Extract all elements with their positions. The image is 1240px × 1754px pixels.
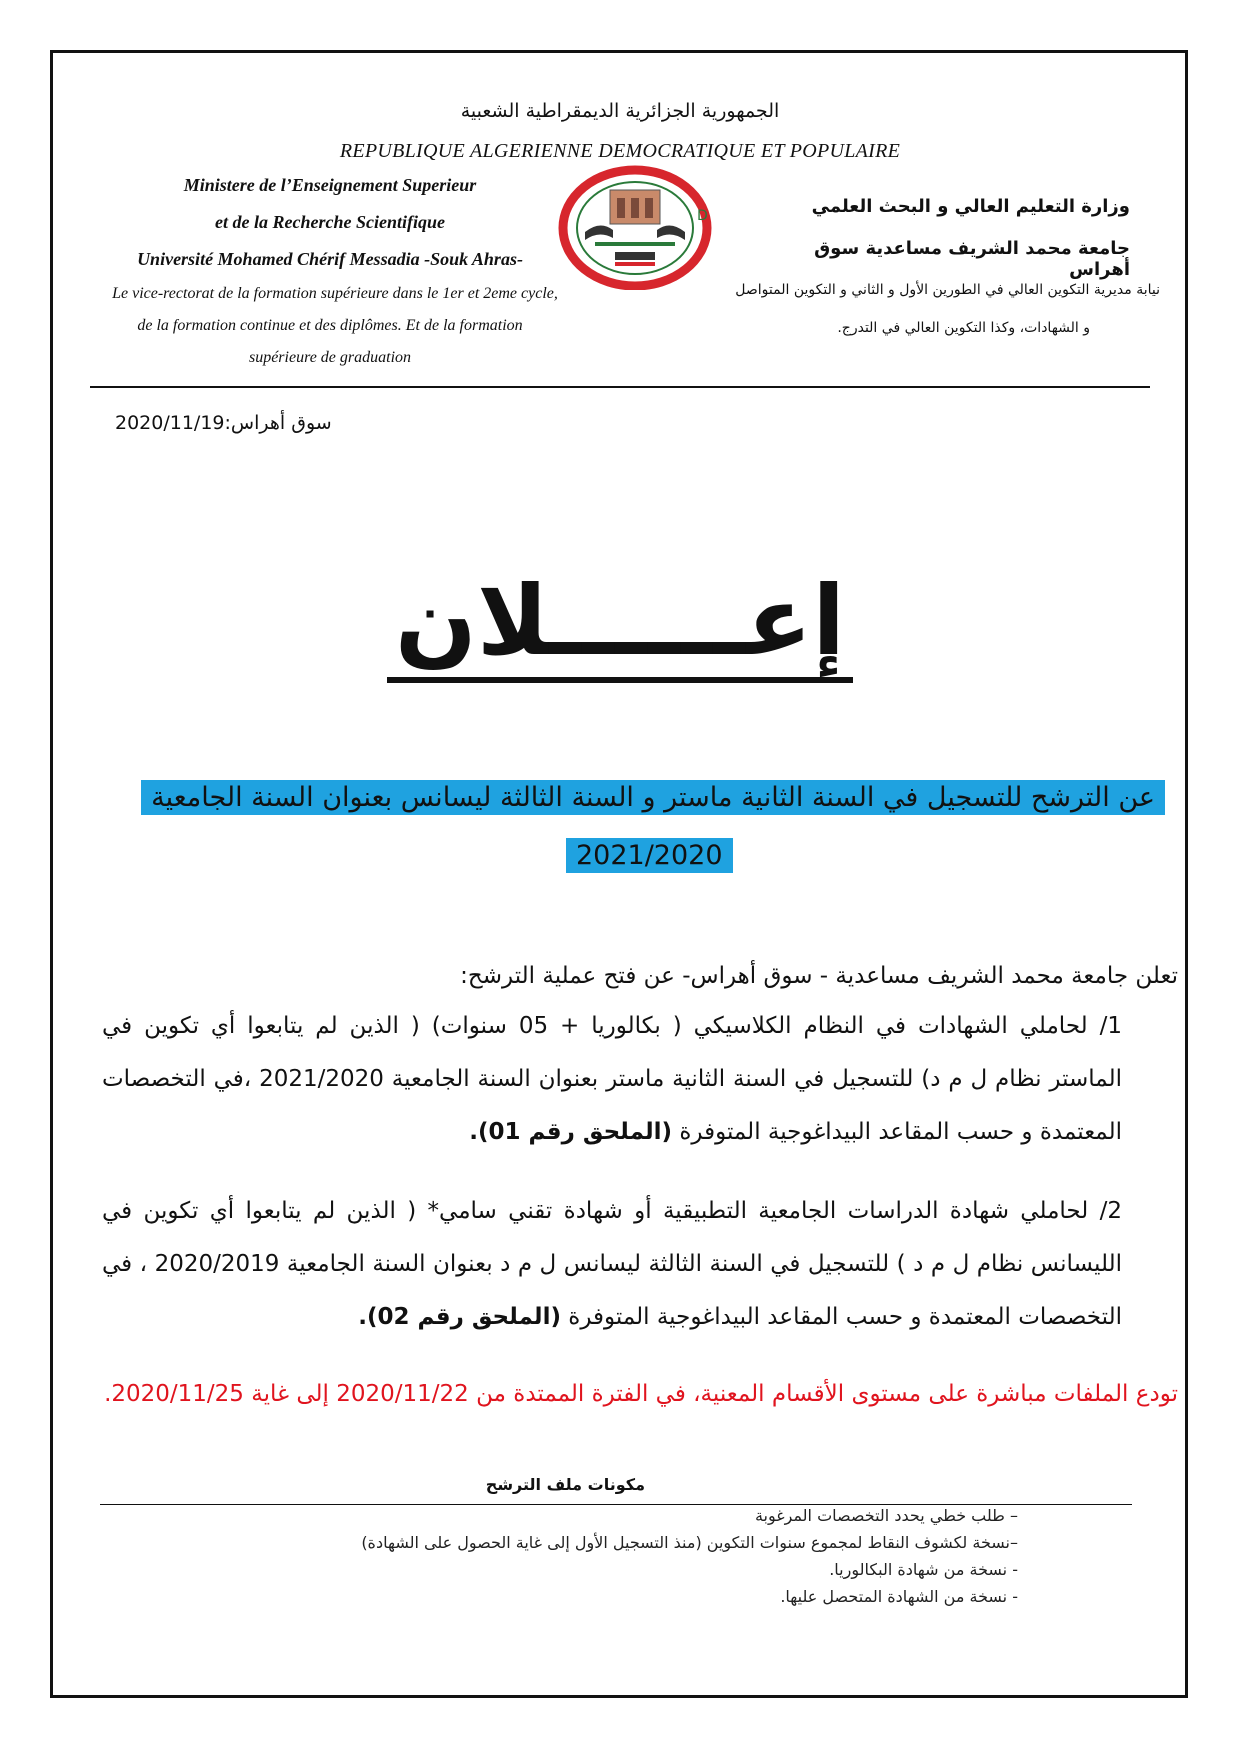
dossier-item: - نسخة من الشهادة المتحصل عليها. xyxy=(780,1587,1018,1606)
vicerectorat-fr-line1: Le vice-rectorat de la formation supérieure dans le 1er et 2eme cycle, xyxy=(112,285,558,302)
vicerectorat-fr-line2: de la formation continue et des diplômes. Et de la formation xyxy=(137,317,523,334)
paragraph-2-annex: (الملحق رقم 02). xyxy=(358,1304,561,1330)
university-ar: جامعة محمد الشريف مساعدية سوق أهراس xyxy=(814,238,1130,280)
paragraph-1-text: 1/ لحاملي الشهادات في النظام الكلاسيكي ( بكالوريا + 05 سنوات) ( الذين لم يتابعوا أي تكوين في الماستر نظام ل م د) للتسجيل في السنة الثانية ماستر بعنوان السنة الجامعية 2021/2020 ،في التخصصات المعتمدة و حسب المقاعد البيداغوجية المتوفرة xyxy=(102,1013,1123,1145)
deposit-notice: تودع الملفات مباشرة على مستوى الأقسام المعنية، في الفترة الممتدة من 2020/11/22 إلى غاية 2020/11/25. xyxy=(104,1381,1178,1407)
dossier-title: مكونات ملف الترشح xyxy=(485,1475,645,1494)
subject-line2: 2021/2020 xyxy=(566,838,733,873)
paragraph-1-annex: (الملحق رقم 01). xyxy=(469,1119,673,1145)
university-fr: Université Mohamed Chérif Messadia -Souk Ahras- xyxy=(137,249,523,269)
dossier-item: –نسخة لكشوف النقاط لمجموع سنوات التكوين (منذ التسجيل الأول إلى غاية الحصول على الشهادة) xyxy=(361,1533,1018,1552)
dossier-item: - نسخة من شهادة البكالوريا. xyxy=(829,1560,1018,1579)
ministry-ar: وزارة التعليم العالي و البحث العلمي xyxy=(811,196,1130,217)
paragraph-2 xyxy=(102,1185,1122,1344)
date-line: سوق أهراس:2020/11/19 xyxy=(115,412,332,434)
republic-title-fr: REPUBLIQUE ALGERIENNE DEMOCRATIQUE ET POPULAIRE xyxy=(339,140,901,162)
announcement-title-text: إعــــــلان xyxy=(387,565,853,683)
paragraph-1 xyxy=(102,1000,1122,1159)
ministry-fr-line2: et de la Recherche Scientifique xyxy=(215,212,445,232)
announcement-title xyxy=(0,565,1240,677)
header-divider xyxy=(90,386,1150,388)
paragraph-2-text: 2/ لحاملي شهادة الدراسات الجامعية التطبيقية أو شهادة تقني سامي* ( الذين لم يتابعوا أي تكوين في الليسانس نظام ل م د ) للتسجيل في السنة الثالثة ليسانس ل م د بعنوان السنة الجامعية 2020/2019 ، في التخصصات المعتمدة و حسب المقاعد البيداغوجية المتوفرة xyxy=(102,1198,1122,1330)
ministry-fr-line1: Ministere de l’Enseignement Superieur xyxy=(183,175,477,195)
intro-paragraph: تعلن جامعة محمد الشريف مساعدية - سوق أهراس- عن فتح عملية الترشح: xyxy=(460,963,1178,989)
dossier-item: – طلب خطي يحدد التخصصات المرغوبة xyxy=(754,1506,1018,1525)
university-logo xyxy=(555,160,715,290)
vicerectorat-fr-line3: supérieure de graduation xyxy=(248,349,412,366)
republic-title-ar: الجمهورية الجزائرية الديمقراطية الشعبية xyxy=(460,100,780,122)
vicerectorat-ar-line2: و الشهادات، وكذا التكوين العالي في التدرج. xyxy=(837,320,1090,336)
subject-line1: عن الترشح للتسجيل في السنة الثانية ماستر و السنة الثالثة ليسانس بعنوان السنة الجامعية xyxy=(141,780,1165,815)
dossier-list xyxy=(361,1502,1018,1610)
svg-text:D: D xyxy=(697,208,708,224)
university-logo-icon xyxy=(555,160,715,290)
vicerectorat-ar-line1: نيابة مديرية التكوين العالي في الطورين الأول و الثاني و التكوين المتواصل xyxy=(735,282,1160,298)
